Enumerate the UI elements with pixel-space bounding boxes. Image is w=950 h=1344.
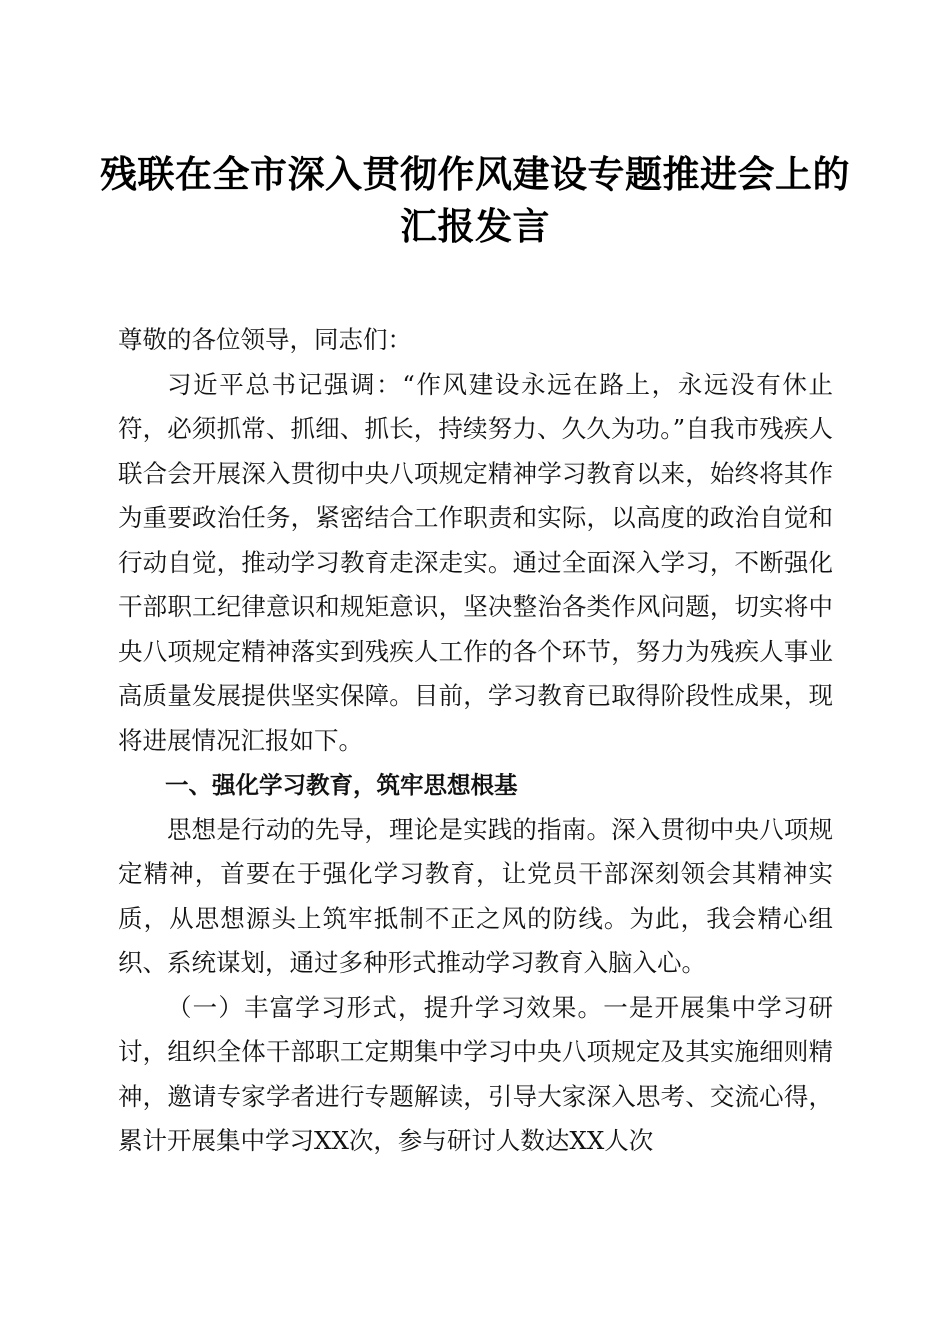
section-heading-1: 一、强化学习教育，筑牢思想根基 (165, 771, 518, 799)
subsection-1-paragraph: （一）丰富学习形式，提升学习效果。一是开展集中学习研讨，组织全体干部职工定期集中学习中央八项规定及其实施细则精神，邀请专家学者进行专题解读，引导大家深入思考、交流心得，累计开展集中学习XX次，参与研讨人数达XX人次 (118, 992, 833, 1155)
intro-paragraph: 习近平总书记强调：“作风建设永远在路上，永远没有休止符，必须抓常、抓细、抓长，持续努力、久久为功。”自我市残疾人联合会开展深入贯彻中央八项规定精神学习教育以来，始终将其作为重要政治任务，紧密结合工作职责和实际，以高度的政治自觉和行动自觉，推动学习教育走深走实。通过全面深入学习，不断强化干部职工纪律意识和规矩意识，坚决整治各类作风问题，切实将中央八项规定精神落实到残疾人工作的各个环节，努力为残疾人事业高质量发展提供坚实保障。目前，学习教育已取得阶段性成果，现将进展情况汇报如下。 (118, 369, 833, 755)
salutation: 尊敬的各位领导，同志们： (118, 325, 412, 354)
section-1-paragraph: 思想是行动的先导，理论是实践的指南。深入贯彻中央八项规定精神，首要在于强化学习教育，让党员干部深刻领会其精神实质，从思想源头上筑牢抵制不正之风的防线。为此，我会精心组织、系统谋划，通过多种形式推动学习教育入脑入心。 (118, 814, 833, 977)
document-title: 残联在全市深入贯彻作风建设专题推进会上的汇报发言 (100, 152, 850, 248)
document-body (118, 318, 833, 1164)
